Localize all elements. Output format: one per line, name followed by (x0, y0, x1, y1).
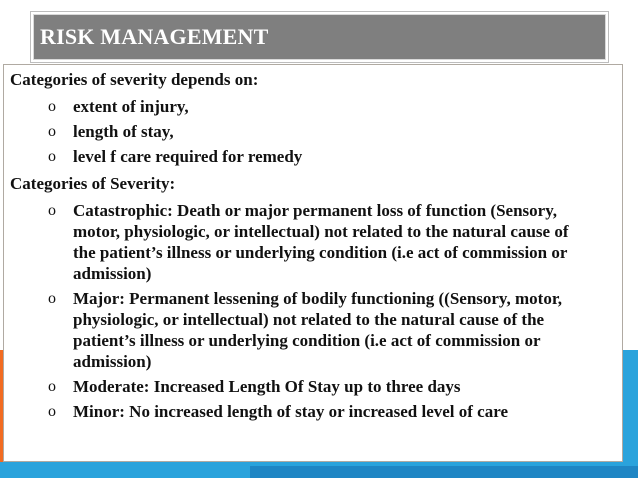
list-item-text: level f care required for remedy (73, 147, 303, 166)
severity-factors-list (10, 96, 616, 167)
list-item (10, 146, 616, 167)
bullet-icon: o (48, 290, 56, 307)
list-item-text: length of stay, (73, 122, 174, 141)
severity-categories-list (10, 200, 616, 422)
bullet-icon: o (48, 202, 56, 219)
title-bar (33, 14, 606, 60)
list-item (10, 288, 616, 372)
section-heading-severity-factors: Categories of severity depends on: (10, 70, 259, 89)
list-item-text: Minor: No increased length of stay or increased level of care (73, 402, 508, 421)
content-box (3, 64, 623, 462)
bullet-icon: o (48, 148, 56, 165)
list-item (10, 121, 616, 142)
list-item (10, 96, 616, 117)
bullet-icon: o (48, 378, 56, 395)
bullet-icon: o (48, 403, 56, 420)
list-item (10, 376, 616, 397)
bullet-icon: o (48, 98, 56, 115)
slide-title: RISK MANAGEMENT (40, 24, 269, 49)
bullet-icon: o (48, 123, 56, 140)
decorative-dark-blue-band (250, 466, 638, 478)
list-item-text: extent of injury, (73, 97, 189, 116)
list-item-text: Moderate: Increased Length Of Stay up to three days (73, 377, 461, 396)
list-item-text: Major: Permanent lessening of bodily functioning ((Sensory, motor, physiologic, or intellectual) not related to the natural cause of the patient’s illness or underlying condition (i.e act of commission or admission) (73, 289, 563, 371)
list-item (10, 200, 616, 284)
section-heading-severity-categories: Categories of Severity: (10, 174, 176, 193)
list-item-text: Catastrophic: Death or major permanent loss of function (Sensory, motor, physiologic, or intellectual) not related to the natural cause of the patient’s illness or underlying condition (i.e act of commission or admission) (73, 201, 569, 283)
list-item (10, 401, 616, 422)
